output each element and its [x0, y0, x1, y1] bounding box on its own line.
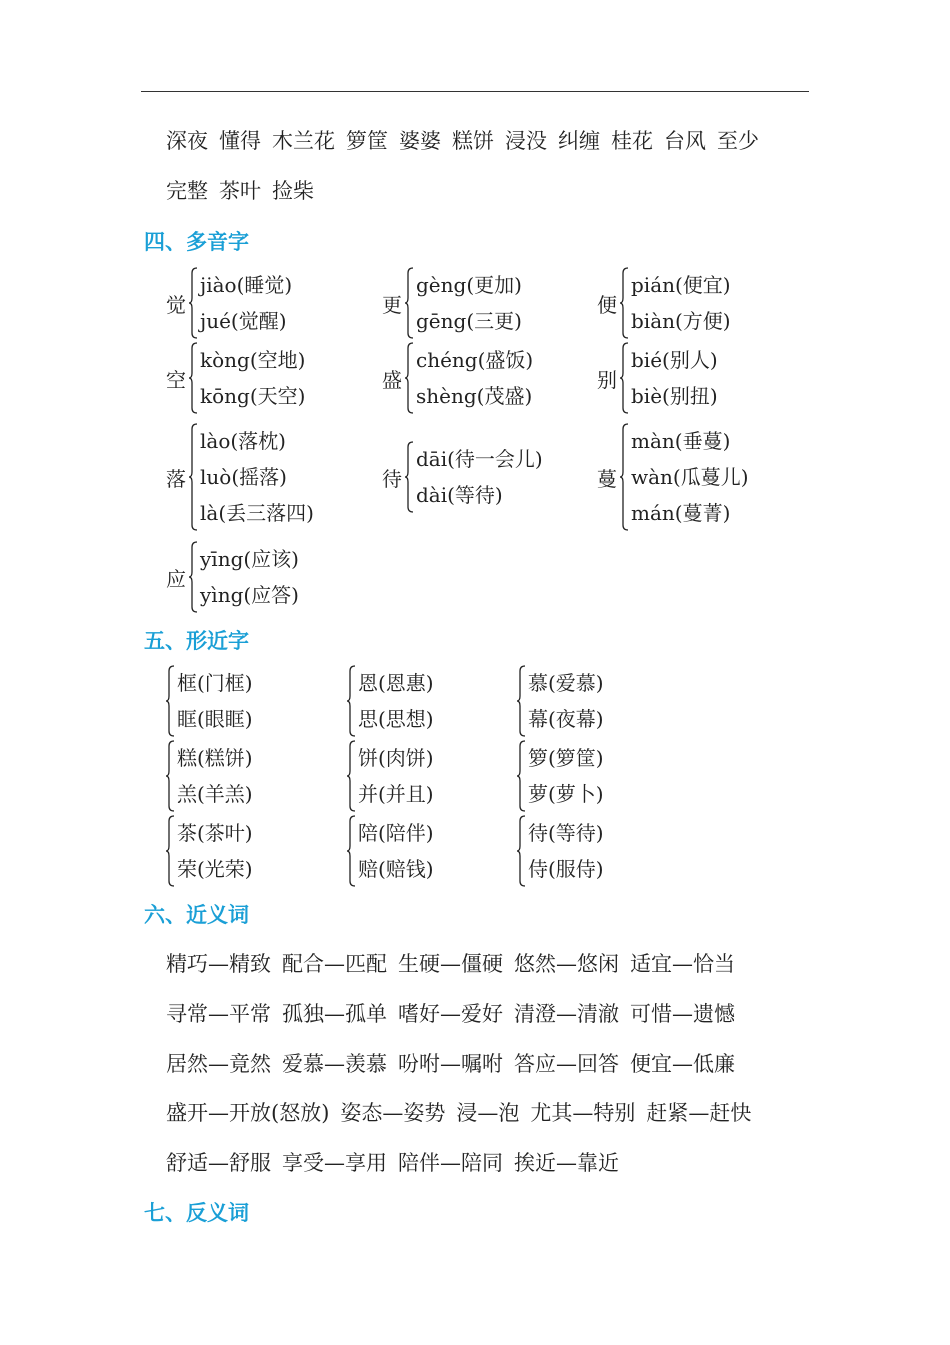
similar-char: 眶(眼眶) — [177, 707, 253, 731]
synonym-pair: 配合—匹配 — [282, 952, 387, 976]
reading: jué(觉醒) — [200, 309, 287, 333]
brace-icon — [517, 665, 526, 737]
similar-char: 糕(糕饼) — [177, 746, 253, 770]
synonym-pair: 挨近—靠近 — [514, 1151, 619, 1175]
vocab-line-2 — [166, 175, 325, 205]
polyphone-char: 待 — [382, 466, 402, 491]
synonym-pair: 便宜—低廉 — [630, 1052, 735, 1076]
reading: lào(落枕) — [200, 429, 286, 453]
section-heading-polyphone: 四、多音字 — [144, 230, 249, 254]
polyphone-char: 别 — [597, 367, 617, 392]
reading: biè(别扭) — [631, 384, 718, 408]
similar-char: 荣(光荣) — [177, 857, 253, 881]
brace-icon — [405, 267, 414, 339]
brace-icon — [620, 423, 629, 531]
polyphone-char: 便 — [597, 292, 617, 317]
vocab-word: 至少 — [717, 129, 759, 153]
vocab-word: 糕饼 — [452, 129, 494, 153]
brace-icon — [347, 815, 356, 887]
reading: shèng(茂盛) — [416, 384, 533, 408]
synonym-pair: 吩咐—嘱咐 — [398, 1052, 503, 1076]
polyphone-group — [166, 267, 292, 339]
polyphone-char: 盛 — [382, 367, 402, 392]
vocab-word: 婆婆 — [399, 129, 441, 153]
polyphone-group — [166, 342, 305, 414]
polyphone-group — [597, 267, 731, 339]
synonym-pair: 清澄—清澈 — [514, 1002, 619, 1026]
brace-icon — [347, 665, 356, 737]
reading: là(丢三落四) — [200, 501, 314, 525]
brace-icon — [517, 815, 526, 887]
similar-char: 陪(陪伴) — [358, 821, 434, 845]
polyphone-group — [166, 423, 314, 531]
vocab-word: 捡柴 — [272, 179, 314, 203]
synonym-line — [166, 1048, 746, 1078]
polyphone-group — [382, 441, 543, 513]
polyphone-char: 应 — [166, 566, 186, 591]
similar-char-group — [166, 740, 253, 812]
brace-icon — [189, 267, 198, 339]
vocab-word: 台风 — [664, 129, 706, 153]
similar-char: 羔(羊羔) — [177, 782, 253, 806]
synonym-pair: 盛开—开放(怒放) — [166, 1101, 330, 1125]
polyphone-group — [166, 541, 299, 613]
reading: biàn(方便) — [631, 309, 731, 333]
reading: dāi(待一会儿) — [416, 447, 543, 471]
synonym-pair: 居然—竟然 — [166, 1052, 271, 1076]
synonym-pair: 浸—泡 — [456, 1101, 520, 1125]
reading: yīng(应该) — [200, 547, 299, 571]
reading: dài(等待) — [416, 483, 503, 507]
similar-char-group — [517, 815, 604, 887]
synonym-pair: 孤独—孤单 — [282, 1002, 387, 1026]
reading: chéng(盛饭) — [416, 348, 534, 372]
reading: jiào(睡觉) — [200, 273, 293, 297]
brace-icon — [166, 665, 175, 737]
reading: gèng(更加) — [416, 273, 522, 297]
polyphone-group — [382, 342, 533, 414]
similar-char-group — [166, 665, 253, 737]
similar-char: 思(思想) — [358, 707, 434, 731]
synonym-pair: 尤其—特别 — [530, 1101, 636, 1125]
reading: kōng(天空) — [200, 384, 306, 408]
brace-icon — [405, 342, 414, 414]
synonym-pair: 爱慕—羡慕 — [282, 1052, 387, 1076]
synonym-pair: 舒适—舒服 — [166, 1151, 271, 1175]
reading: yìng(应答) — [200, 583, 299, 607]
section-heading-similar-chars: 五、形近字 — [144, 629, 249, 653]
synonym-pair: 精巧—精致 — [166, 952, 271, 976]
vocab-word: 纠缠 — [558, 129, 600, 153]
synonym-pair: 答应—回答 — [514, 1052, 619, 1076]
polyphone-char: 更 — [382, 292, 402, 317]
brace-icon — [166, 815, 175, 887]
synonym-pair: 陪伴—陪同 — [398, 1151, 503, 1175]
similar-char: 慕(爱慕) — [528, 671, 604, 695]
polyphone-group — [597, 423, 749, 531]
brace-icon — [517, 740, 526, 812]
brace-icon — [189, 541, 198, 613]
similar-char: 赔(赔钱) — [358, 857, 434, 881]
similar-char: 侍(服侍) — [528, 857, 604, 881]
reading: gēng(三更) — [416, 309, 522, 333]
reading: màn(垂蔓) — [631, 429, 731, 453]
reading: bié(别人) — [631, 348, 718, 372]
vocab-line-1 — [166, 125, 770, 155]
similar-char-group — [347, 740, 434, 812]
synonym-pair: 姿态—姿势 — [340, 1101, 446, 1125]
synonym-line — [166, 1097, 762, 1127]
brace-icon — [405, 441, 414, 513]
similar-char: 待(等待) — [528, 821, 604, 845]
vocab-word: 深夜 — [166, 129, 208, 153]
synonym-pair: 生硬—僵硬 — [398, 952, 503, 976]
reading: mán(蔓菁) — [631, 501, 731, 525]
reading: kòng(空地) — [200, 348, 306, 372]
vocab-word: 桂花 — [611, 129, 653, 153]
similar-char: 幕(夜幕) — [528, 707, 604, 731]
brace-icon — [166, 740, 175, 812]
synonym-pair: 可惜—遗憾 — [630, 1002, 735, 1026]
vocab-word: 箩筐 — [346, 129, 388, 153]
brace-icon — [189, 423, 198, 531]
similar-char-group — [166, 815, 253, 887]
synonym-pair: 赶紧—赶快 — [646, 1101, 752, 1125]
brace-icon — [620, 342, 629, 414]
similar-char: 恩(恩惠) — [358, 671, 434, 695]
top-rule — [141, 91, 809, 92]
polyphone-char: 空 — [166, 367, 186, 392]
similar-char: 萝(萝卜) — [528, 782, 604, 806]
section-heading-antonyms: 七、反义词 — [144, 1201, 249, 1225]
synonym-line — [166, 998, 746, 1028]
reading: pián(便宜) — [631, 273, 731, 297]
synonym-line — [166, 948, 746, 978]
similar-char: 并(并且) — [358, 782, 434, 806]
vocab-word: 完整 — [166, 179, 208, 203]
polyphone-char: 落 — [166, 466, 186, 491]
synonym-pair: 享受—享用 — [282, 1151, 387, 1175]
brace-icon — [620, 267, 629, 339]
polyphone-char: 觉 — [166, 292, 186, 317]
similar-char: 框(门框) — [177, 671, 253, 695]
vocab-word: 懂得 — [219, 129, 261, 153]
synonym-pair: 嗜好—爱好 — [398, 1002, 503, 1026]
brace-icon — [189, 342, 198, 414]
section-heading-synonyms: 六、近义词 — [144, 903, 249, 927]
similar-char-group — [517, 740, 604, 812]
synonym-pair: 适宜—恰当 — [630, 952, 735, 976]
similar-char-group — [517, 665, 604, 737]
similar-char: 饼(肉饼) — [358, 746, 434, 770]
similar-char: 箩(箩筐) — [528, 746, 604, 770]
synonym-pair: 寻常—平常 — [166, 1002, 271, 1026]
synonym-pair: 悠然—悠闲 — [514, 952, 619, 976]
polyphone-char: 蔓 — [597, 466, 617, 491]
polyphone-group — [382, 267, 522, 339]
reading: wàn(瓜蔓儿) — [631, 465, 749, 489]
brace-icon — [347, 740, 356, 812]
similar-char: 茶(茶叶) — [177, 821, 253, 845]
similar-char-group — [347, 665, 434, 737]
vocab-word: 浸没 — [505, 129, 547, 153]
vocab-word: 茶叶 — [219, 179, 261, 203]
similar-char-group — [347, 815, 434, 887]
reading: luò(摇落) — [200, 465, 287, 489]
synonym-line — [166, 1147, 630, 1177]
polyphone-group — [597, 342, 718, 414]
vocab-word: 木兰花 — [272, 129, 335, 153]
